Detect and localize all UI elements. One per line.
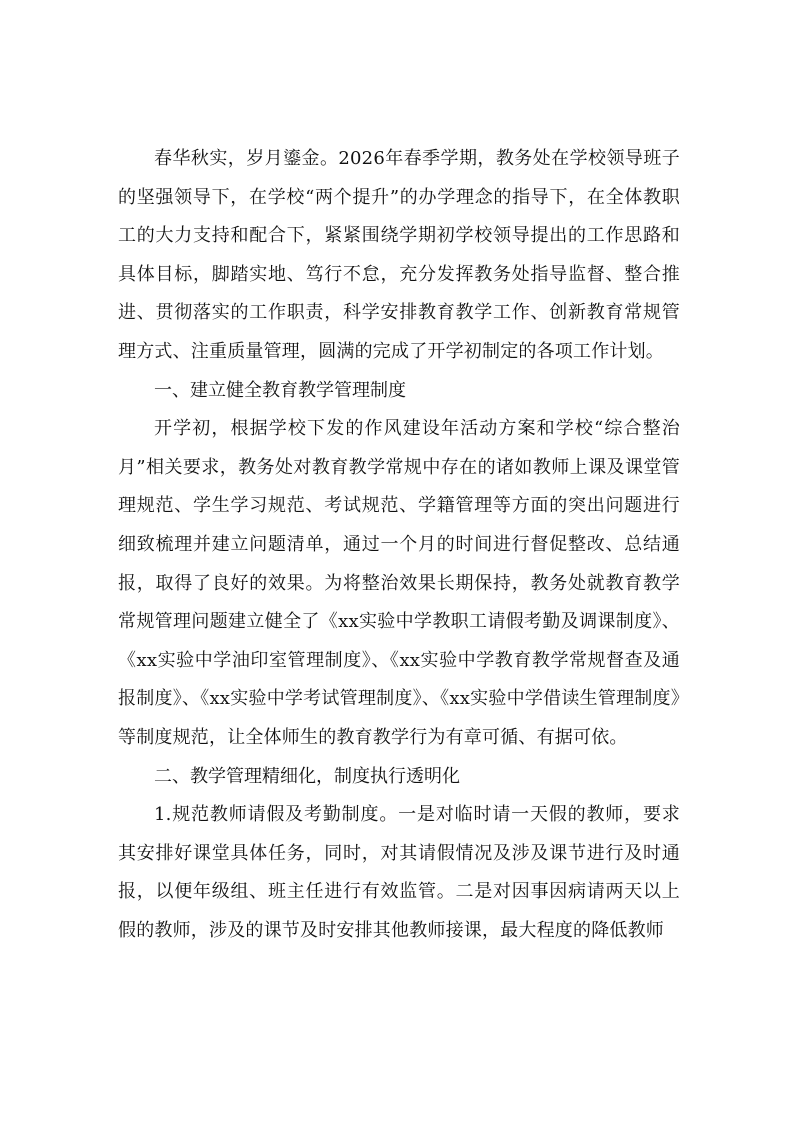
section-heading-1: 一、建立健全教育教学管理制度 [154, 379, 406, 401]
document-page [118, 140, 680, 950]
section-heading-2: 二、教学管理精细化，制度执行透明化 [154, 765, 460, 787]
section-1-paragraph: 开学初，根据学校下发的作风建设年活动方案和学校“综合整治月”相关要求，教务处对教育教学常规中存在的诸如教师上课及课堂管理规范、学生学习规范、考试规范、学籍管理等方面的突出问题进行细致梳理并建立问题清单，通过一个月的时间进行督促整改、总结通报，取得了良好的效果。为将整治效果长期保持，教务处就教育教学常规管理问题建立健全了《xx实验中学教职工请假考勤及调课制度》、《xx实验中学油印室管理制度》、《xx实验中学教育教学常规督查及通报制度》、《xx实验中学考试管理制度》、《xx实验中学借读生管理制度》等制度规范，让全体师生的教育教学行为有章可循、有据可依。 [118, 418, 680, 748]
intro-paragraph: 春华秋实，岁月鎏金。2026年春季学期，教务处在学校领导班子的坚强领导下，在学校“两个提升”的办学理念的指导下，在全体教职工的大力支持和配合下，紧紧围绕学期初学校领导提出的工作思路和具体目标，脚踏实地、笃行不怠，充分发挥教务处指导监督、整合推进、贯彻落实的工作职责，科学安排教育教学工作、创新教育常规管理方式、注重质量管理，圆满的完成了开学初制定的各项工作计划。 [118, 148, 680, 362]
section-2-paragraph: 1.规范教师请假及考勤制度。一是对临时请一天假的教师，要求其安排好课堂具体任务，同时，对其请假情况及涉及课节进行及时通报，以便年级组、班主任进行有效监管。二是对因事因病请两天以上假的教师，涉及的课节及时安排其他教师接课，最大程度的降低教师 [118, 804, 680, 941]
